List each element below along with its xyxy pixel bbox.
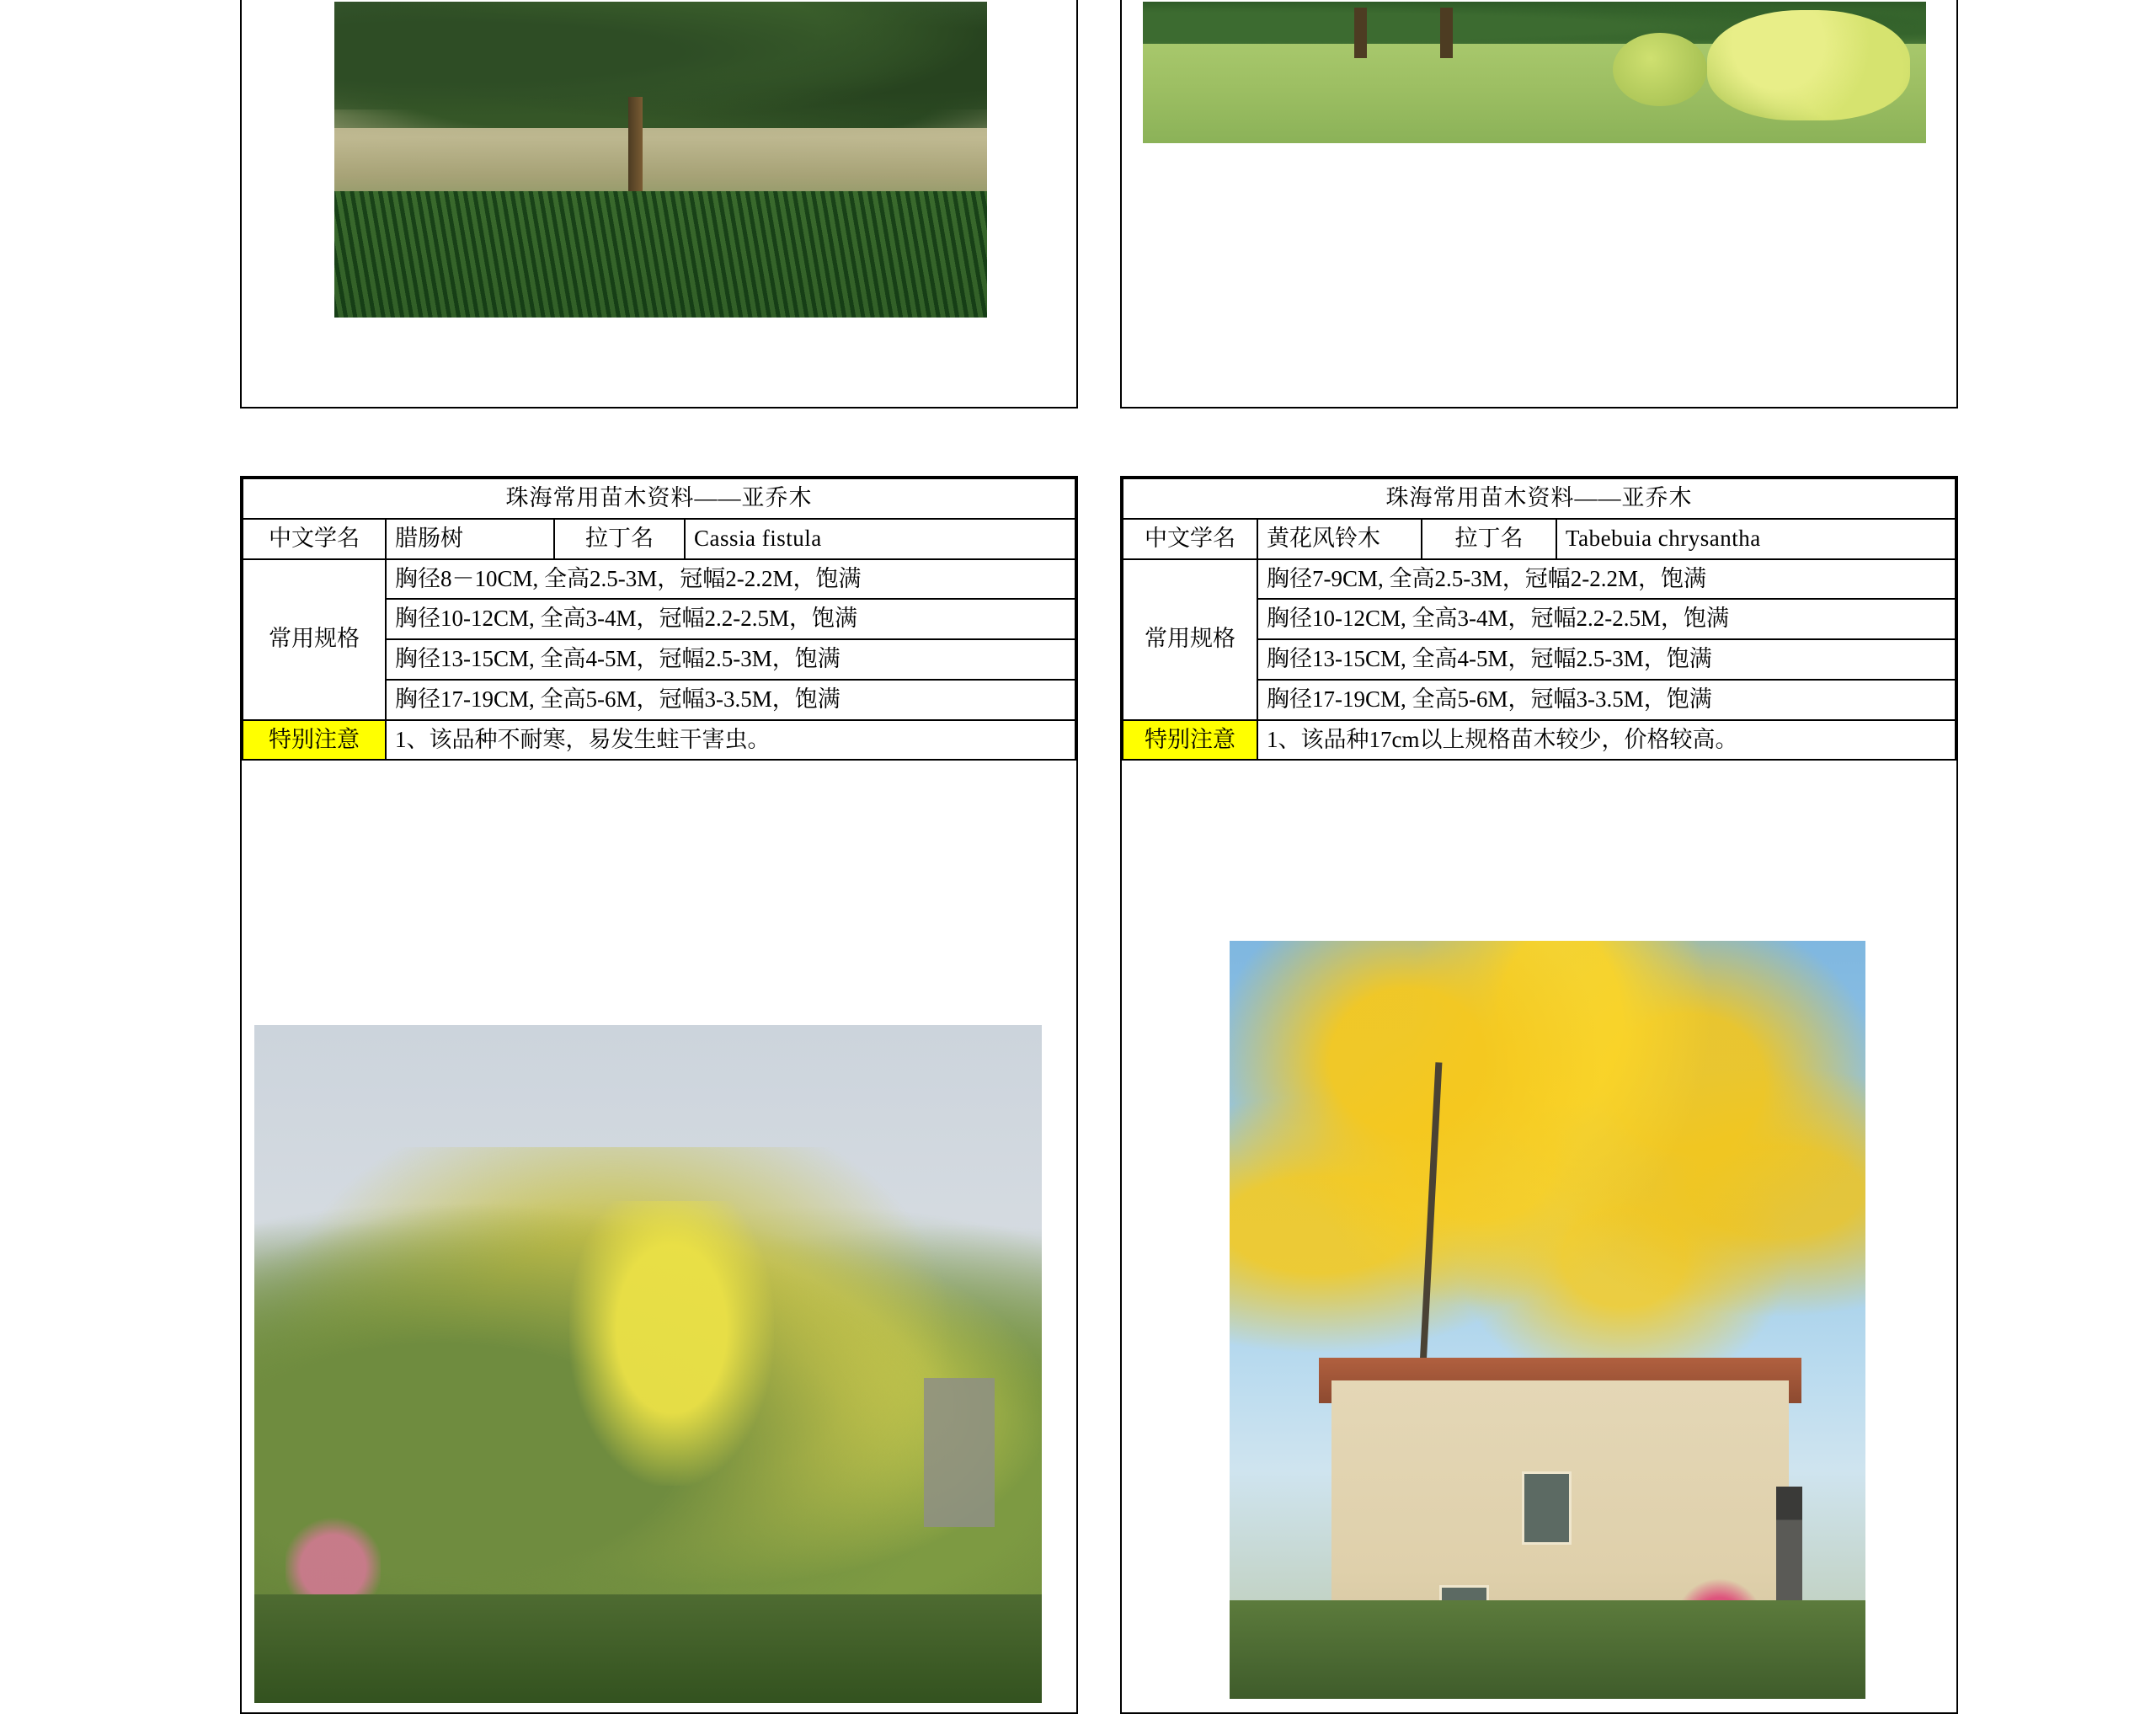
specs-label: 常用规格 [1123, 559, 1257, 720]
cassia-fistula-photo [254, 1025, 1042, 1703]
special-note-label: 特别注意 [1123, 720, 1257, 761]
table-row [1123, 559, 1956, 600]
spec-item: 胸径8－10CM, 全高2.5-3M，冠幅2-2.2M，饱满 [386, 559, 1075, 600]
table-row [243, 478, 1075, 519]
card-title: 珠海常用苗木资料——亚乔木 [243, 478, 1075, 519]
left-spec-table [242, 478, 1076, 761]
photo-building [924, 1378, 995, 1527]
specs-label: 常用规格 [243, 559, 386, 720]
table-row [243, 559, 1075, 600]
spec-item: 胸径10-12CM, 全高3-4M，冠幅2.2-2.5M，饱满 [1257, 599, 1956, 639]
latin-name-label: 拉丁名 [554, 519, 685, 559]
chinese-name-value: 腊肠树 [386, 519, 554, 559]
special-note-text: 1、该品种17cm以上规格苗木较少，价格较高。 [1257, 720, 1956, 761]
table-row [1123, 519, 1956, 559]
photo-window-upper [1522, 1471, 1572, 1545]
tabebuia-chrysantha-photo [1230, 941, 1865, 1699]
latin-name-value: Tabebuia chrysantha [1556, 519, 1956, 559]
lakeside-tree-photo [334, 2, 987, 318]
right-spec-table [1122, 478, 1956, 761]
table-row [243, 720, 1075, 761]
special-note-label: 特别注意 [243, 720, 386, 761]
spec-item: 胸径10-12CM, 全高3-4M，冠幅2.2-2.5M，饱满 [386, 599, 1075, 639]
lawn-shrub-photo [1143, 2, 1926, 143]
chinese-name-label: 中文学名 [243, 519, 386, 559]
photo-tree-trunk-left [1354, 8, 1367, 58]
chinese-name-label: 中文学名 [1123, 519, 1257, 559]
latin-name-label: 拉丁名 [1422, 519, 1556, 559]
left-plant-card [240, 476, 1078, 1714]
top-left-photo-panel [240, 0, 1078, 408]
photo-canopy [334, 2, 987, 128]
latin-name-value: Cassia fistula [685, 519, 1075, 559]
spec-item: 胸径7-9CM, 全高2.5-3M，冠幅2-2.2M，饱满 [1257, 559, 1956, 600]
photo-trunk [628, 97, 643, 205]
photo-yellow-shrub-small [1613, 33, 1707, 106]
photo-ground [254, 1594, 1042, 1703]
photo-tree-trunk-right [1440, 8, 1453, 58]
chinese-name-value: 黄花风铃木 [1257, 519, 1422, 559]
table-row [1123, 478, 1956, 519]
table-row [243, 519, 1075, 559]
table-row [1123, 720, 1956, 761]
photo-yellow-blossoms [569, 1201, 774, 1486]
right-plant-card [1120, 476, 1958, 1714]
spec-item: 胸径13-15CM, 全高4-5M，冠幅2.5-3M，饱满 [1257, 639, 1956, 680]
photo-yellow-shrub [1707, 10, 1911, 120]
spec-item: 胸径13-15CM, 全高4-5M，冠幅2.5-3M，饱满 [386, 639, 1075, 680]
special-note-text: 1、该品种不耐寒，易发生蛀干害虫。 [386, 720, 1075, 761]
card-title: 珠海常用苗木资料——亚乔木 [1123, 478, 1956, 519]
photo-shrub-row [1230, 1600, 1865, 1699]
top-right-photo-panel [1120, 0, 1958, 408]
spec-item: 胸径17-19CM, 全高5-6M，冠幅3-3.5M，饱满 [386, 680, 1075, 720]
photo-grass [334, 191, 987, 318]
spec-item: 胸径17-19CM, 全高5-6M，冠幅3-3.5M，饱满 [1257, 680, 1956, 720]
